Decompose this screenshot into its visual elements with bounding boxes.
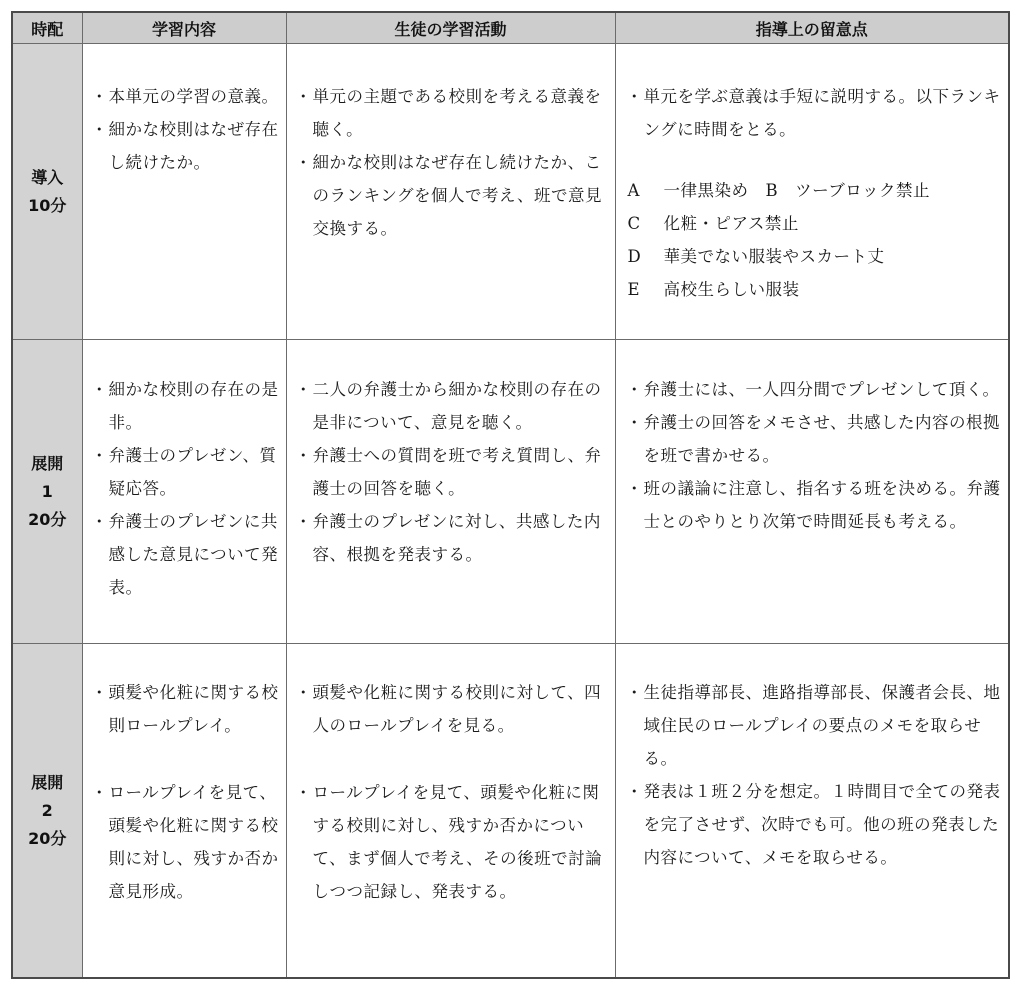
bullet-mark: ・ xyxy=(91,783,108,802)
list-item xyxy=(295,505,609,571)
bullet-mark: ・ xyxy=(626,380,643,399)
item-text: 頭髪や化粧に関する校則ロールプレイ。 xyxy=(108,683,279,735)
ranking-letter: C xyxy=(627,214,641,233)
time-part: 1 xyxy=(41,481,53,501)
time-label: 導入 xyxy=(31,167,64,187)
list-item xyxy=(626,80,1003,146)
activity-cell-development-2 xyxy=(286,644,615,979)
list-item xyxy=(91,439,284,505)
bullet-mark: ・ xyxy=(295,683,312,702)
bullet-mark: ・ xyxy=(295,783,312,802)
table-row-intro xyxy=(12,44,1009,340)
list-item xyxy=(91,80,284,113)
time-minutes: 20分 xyxy=(28,828,67,848)
bullet-mark: ・ xyxy=(91,120,108,139)
time-minutes: 10分 xyxy=(28,195,67,215)
ranking-letter: E xyxy=(627,280,641,299)
ranking-text: 高校生らしい服装 xyxy=(663,280,800,299)
item-text: 弁護士の回答をメモさせ、共感した内容の根拠を班で書かせる。 xyxy=(643,413,1001,465)
list-item xyxy=(295,776,609,908)
bullet-mark: ・ xyxy=(91,446,108,465)
list-item xyxy=(626,472,1003,538)
item-text: 班の議論に注意し、指名する班を決める。弁護士とのやりとり次第で時間延長も考える。 xyxy=(643,479,1001,531)
activity-cell-intro xyxy=(286,44,615,340)
item-text: ロールプレイを見て、頭髪や化粧に関する校則に対し、残すか否かについて、まず個人で考え、その後班で討論しつつ記録し、発表する。 xyxy=(312,783,603,901)
ranking-item-c xyxy=(626,207,1003,240)
item-text: 弁護士への質問を班で考え質問し、弁護士の回答を聴く。 xyxy=(312,446,602,498)
notes-cell-intro xyxy=(615,44,1009,340)
item-text: 単元の主題である校則を考える意義を聴く。 xyxy=(312,87,602,139)
bullet-mark: ・ xyxy=(91,87,108,106)
list-item xyxy=(91,373,284,439)
list-item xyxy=(626,676,1003,775)
list-item xyxy=(295,676,609,742)
list-item xyxy=(295,373,609,439)
list-item xyxy=(295,439,609,505)
item-text: 細かな校則はなぜ存在し続けたか。 xyxy=(108,120,279,172)
item-text: 細かな校則はなぜ存在し続けたか、このランキングを個人で考え、班で意見交換する。 xyxy=(312,153,602,238)
bullet-mark: ・ xyxy=(295,87,312,106)
ranking-text: 華美でない服装やスカート丈 xyxy=(663,247,885,266)
item-text: 本単元の学習の意義。 xyxy=(108,87,279,106)
ranking-item-e xyxy=(626,273,1003,306)
list-item xyxy=(91,505,284,604)
list-item xyxy=(626,775,1003,874)
notes-cell-development-1 xyxy=(615,340,1009,644)
list-item xyxy=(626,406,1003,472)
time-minutes: 20分 xyxy=(28,509,67,529)
time-part: 2 xyxy=(41,800,53,820)
content-cell-intro xyxy=(82,44,286,340)
bullet-mark: ・ xyxy=(626,413,643,432)
bullet-mark: ・ xyxy=(295,446,312,465)
item-text: 弁護士のプレゼンに対し、共感した内容、根拠を発表する。 xyxy=(312,512,601,564)
content-cell-development-1 xyxy=(82,340,286,644)
header-row xyxy=(12,12,1009,44)
ranking-letter: D xyxy=(627,247,642,266)
list-item xyxy=(295,146,609,245)
table-row-development-1 xyxy=(12,340,1009,644)
bullet-mark: ・ xyxy=(626,683,643,702)
header-notes: 指導上の留意点 xyxy=(615,12,1009,44)
ranking-text: 一律黒染め B ツーブロック禁止 xyxy=(663,181,930,200)
bullet-mark: ・ xyxy=(626,479,643,498)
ranking-text: 化粧・ピアス禁止 xyxy=(663,214,799,233)
item-text: 弁護士には、一人四分間でプレゼンして頂く。 xyxy=(643,380,1000,399)
item-text: 弁護士のプレゼン、質疑応答。 xyxy=(108,446,277,498)
time-label: 展開 xyxy=(31,453,64,473)
bullet-mark: ・ xyxy=(91,380,108,399)
bullet-mark: ・ xyxy=(295,512,312,531)
item-text: 発表は１班２分を想定。１時間目で全ての発表を完了させず、次時でも可。他の班の発表した内容について、メモを取らせる。 xyxy=(643,782,1001,867)
bullet-mark: ・ xyxy=(91,683,108,702)
item-text: 弁護士のプレゼンに共感した意見について発表。 xyxy=(108,512,279,597)
ranking-letter: A xyxy=(627,181,640,200)
list-item xyxy=(91,113,284,179)
notes-cell-development-2 xyxy=(615,644,1009,979)
content-cell-development-2 xyxy=(82,644,286,979)
table-row-development-2 xyxy=(12,644,1009,979)
lesson-plan-table xyxy=(11,11,1010,979)
item-text: 単元を学ぶ意義は手短に説明する。以下ランキングに時間をとる。 xyxy=(643,87,1001,139)
bullet-mark: ・ xyxy=(295,153,312,172)
list-item xyxy=(91,776,284,908)
item-text: 頭髪や化粧に関する校則に対して、四人のロールプレイを見る。 xyxy=(312,683,602,735)
item-text: 生徒指導部長、進路指導部長、保護者会長、地域住民のロールプレイの要点のメモを取らせる。 xyxy=(643,683,1001,768)
ranking-item-d xyxy=(626,240,1003,273)
bullet-mark: ・ xyxy=(626,87,643,106)
bullet-mark: ・ xyxy=(626,782,643,801)
item-text: 細かな校則の存在の是非。 xyxy=(108,380,279,432)
ranking-item-a xyxy=(626,174,1003,207)
list-item xyxy=(626,373,1003,406)
time-cell-development-1 xyxy=(12,340,82,644)
list-item xyxy=(295,80,609,146)
bullet-mark: ・ xyxy=(295,380,312,399)
activity-cell-development-1 xyxy=(286,340,615,644)
item-text: ロールプレイを見て、頭髪や化粧に関する校則に対し、残すか否か意見形成。 xyxy=(108,783,279,901)
time-cell-development-2 xyxy=(12,644,82,979)
list-item xyxy=(91,676,284,742)
bullet-mark: ・ xyxy=(91,512,108,531)
header-activity: 生徒の学習活動 xyxy=(286,12,615,44)
item-text: 二人の弁護士から細かな校則の存在の是非について、意見を聴く。 xyxy=(312,380,602,432)
header-time: 時配 xyxy=(12,12,82,44)
time-cell-intro xyxy=(12,44,82,340)
time-label: 展開 xyxy=(31,772,64,792)
header-content: 学習内容 xyxy=(82,12,286,44)
